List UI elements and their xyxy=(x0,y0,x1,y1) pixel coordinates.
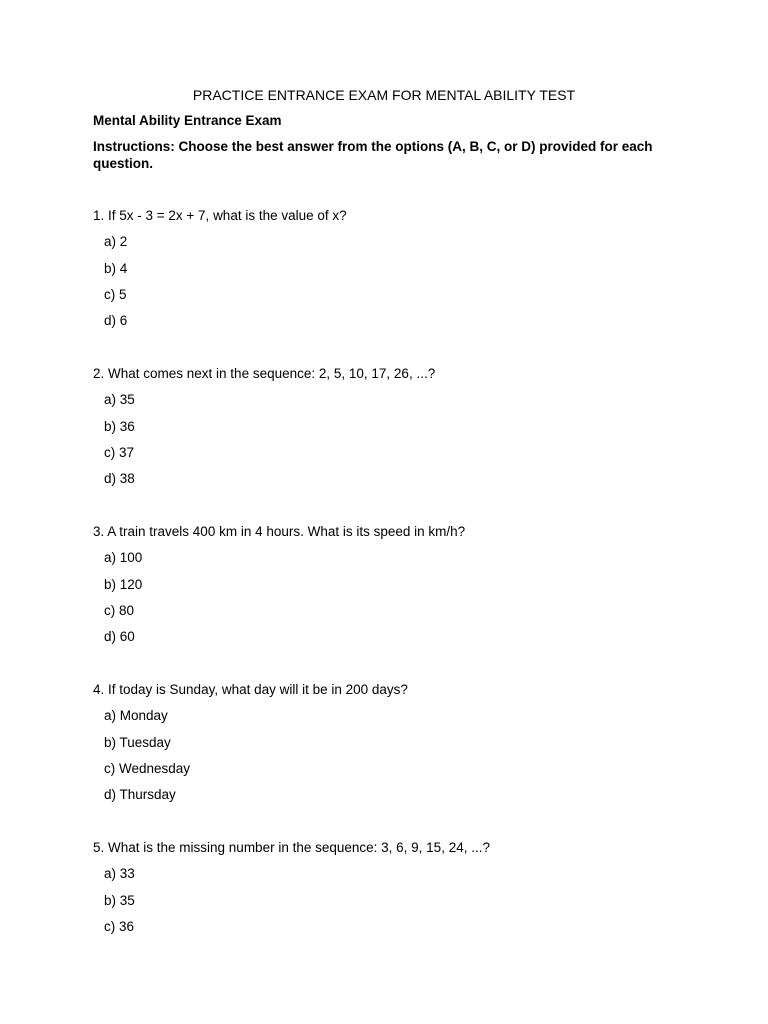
answer-option-a: a) 35 xyxy=(104,392,135,408)
answer-option-a: a) 100 xyxy=(104,550,143,566)
answer-option-c: c) 80 xyxy=(104,602,135,618)
answer-option-a: a) 33 xyxy=(104,866,135,882)
answer-option-d: d) 38 xyxy=(104,471,135,487)
answer-option-a: a) 2 xyxy=(104,234,128,250)
question-text: 1. If 5x - 3 = 2x + 7, what is the value of x? xyxy=(93,208,347,223)
question-text: 2. What comes next in the sequence: 2, 5, 10, 17, 26, ...? xyxy=(93,366,436,381)
document-subtitle: Mental Ability Entrance Exam xyxy=(93,113,282,128)
answer-option-d: d) 6 xyxy=(104,313,128,329)
question-text: 4. If today is Sunday, what day will it be in 200 days? xyxy=(93,682,408,697)
answer-option-b: b) 35 xyxy=(104,892,135,908)
answer-option-d: d) Thursday xyxy=(104,787,176,803)
answer-option-c: c) 37 xyxy=(104,444,135,460)
question-4 xyxy=(93,681,693,804)
question-text: 5. What is the missing number in the sequence: 3, 6, 9, 15, 24, ...? xyxy=(93,840,490,855)
answer-option-b: b) 36 xyxy=(104,418,135,434)
question-text: 3. A train travels 400 km in 4 hours. What is its speed in km/h? xyxy=(93,524,466,539)
answer-option-b: b) 4 xyxy=(104,260,128,276)
answer-option-d: d) 60 xyxy=(104,629,135,645)
document-title: PRACTICE ENTRANCE EXAM FOR MENTAL ABILITY TEST xyxy=(192,87,576,103)
answer-option-b: b) 120 xyxy=(104,576,143,592)
instructions-text: Instructions: Choose the best answer from the options (A, B, C, or D) provided for each question. xyxy=(93,139,653,171)
answer-option-c: c) Wednesday xyxy=(104,760,191,776)
answer-option-c: c) 5 xyxy=(104,286,127,302)
question-5 xyxy=(93,839,693,936)
answer-option-b: b) Tuesday xyxy=(104,734,171,750)
question-3 xyxy=(93,523,693,646)
answer-option-a: a) Monday xyxy=(104,708,168,724)
answer-option-c: c) 36 xyxy=(104,918,135,934)
question-2 xyxy=(93,365,693,488)
question-1 xyxy=(93,207,693,330)
